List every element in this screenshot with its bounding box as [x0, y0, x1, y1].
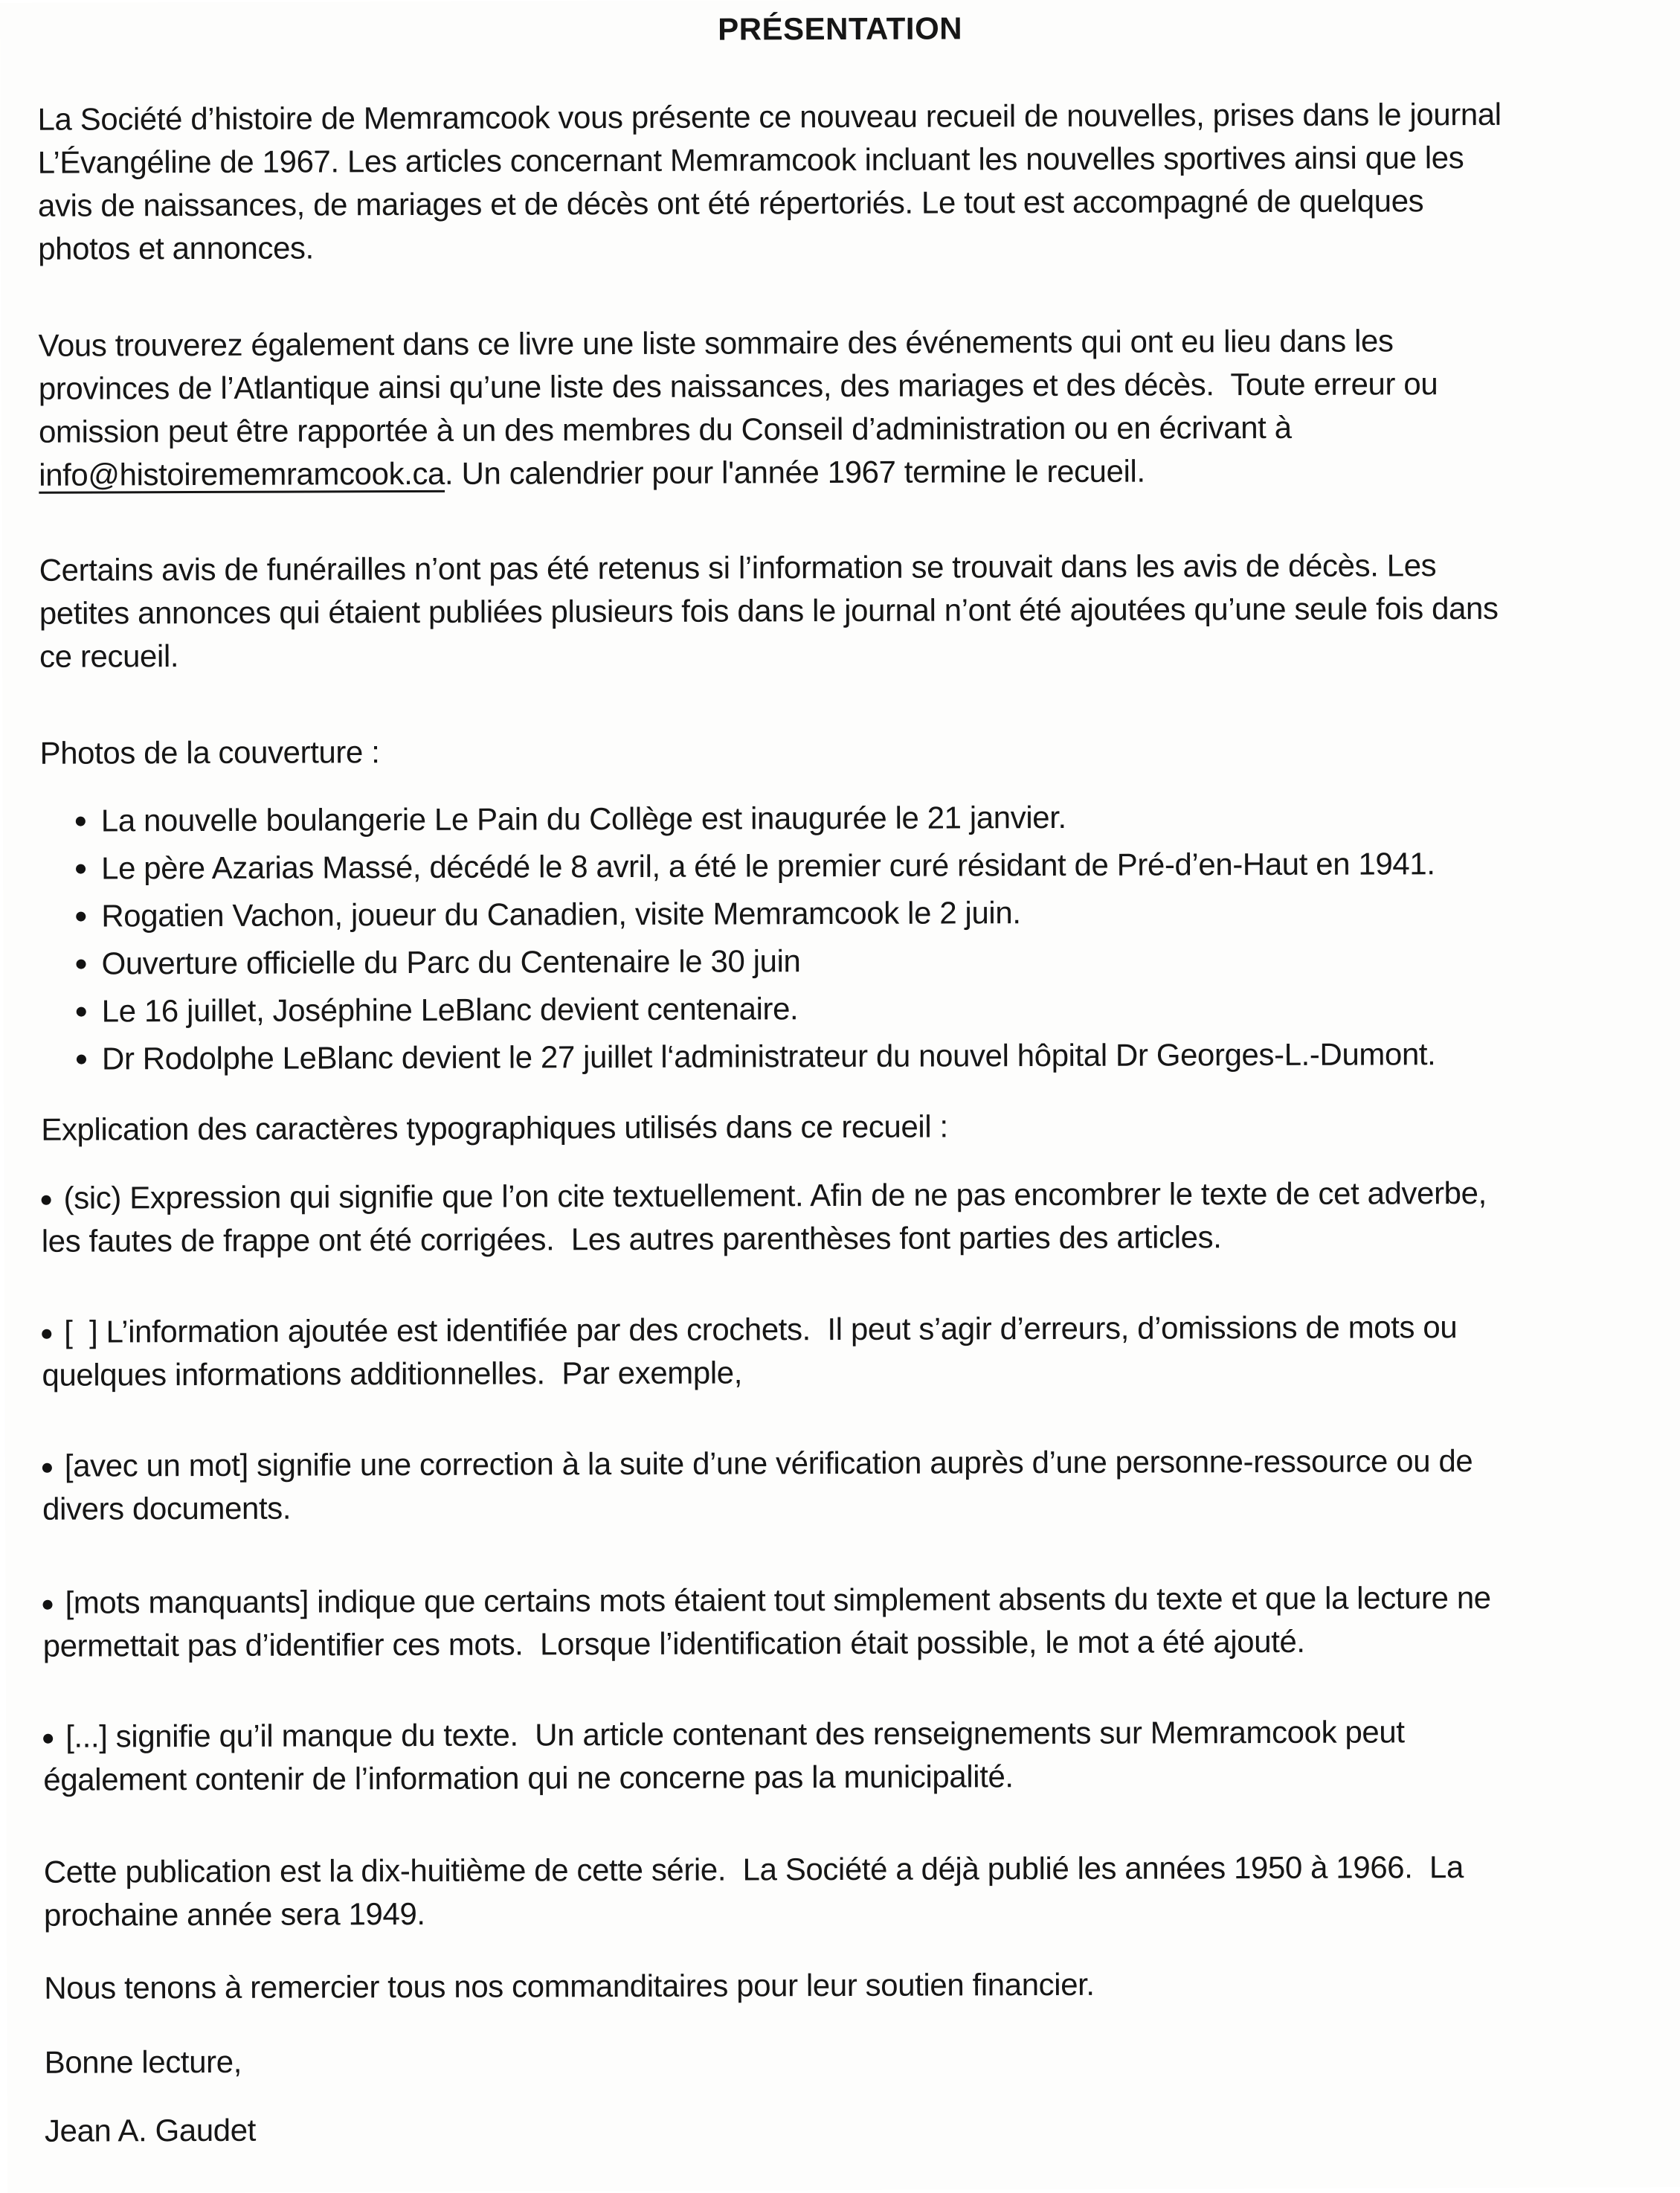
bullet-icon	[42, 1463, 52, 1473]
list-item	[40, 839, 1646, 893]
typography-note-missing-words	[42, 1576, 1648, 1668]
text-line	[39, 448, 1644, 497]
text-line	[42, 1305, 1647, 1354]
cover-photos-list	[40, 792, 1647, 1083]
bullet-icon	[76, 912, 86, 922]
list-item	[41, 982, 1647, 1036]
list-item	[40, 887, 1646, 940]
list-item-text: Dr Rodolphe LeBlanc devient le 27 juillet l‘administrateur du nouvel hôpital Dr Georges-L.-Dumont.	[101, 1036, 1436, 1076]
bullet-icon	[76, 864, 86, 874]
bullet-icon	[42, 1195, 51, 1205]
bullet-icon	[42, 1329, 51, 1339]
list-item	[40, 792, 1646, 845]
typography-note-sic	[42, 1171, 1647, 1263]
series-paragraph	[44, 1845, 1650, 1937]
email-link: info@histoirememramcook.ca	[39, 455, 445, 492]
text-line: prochaine année sera 1949.	[43, 1895, 425, 1933]
email-suffix-text: . Un calendrier pour l'année 1967 termine le recueil.	[444, 453, 1145, 491]
bullet-icon	[76, 960, 86, 969]
text-line: quelques informations additionnelles. Par exemple,	[42, 1355, 743, 1393]
text-line	[42, 1171, 1647, 1220]
typography-note-correction	[42, 1439, 1648, 1531]
text-line: L’Évangéline de 1967. Les articles concernant Memramcook incluant les nouvelles sportives ainsi que les	[37, 140, 1464, 180]
typography-note-ellipsis	[43, 1709, 1649, 1802]
bullet-icon	[76, 817, 86, 826]
text-line: également contenir de l’information qui ne concerne pas la municipalité.	[43, 1759, 1014, 1797]
events-paragraph	[39, 318, 1645, 497]
text-line: Cette publication est la dix-huitième de cette série. La Société a déjà publié les années 1950 à 1966. La	[43, 1849, 1464, 1889]
list-item-text: Le 16 juillet, Joséphine LeBlanc devient centenaire.	[101, 991, 799, 1029]
salutation-text: Bonne lecture,	[44, 2043, 242, 2080]
bullet-icon	[77, 1055, 86, 1065]
list-item	[41, 1030, 1647, 1083]
bullet-icon	[43, 1734, 53, 1744]
text-line: ce recueil.	[39, 638, 179, 674]
text-line: petites annonces qui étaient publiées plusieurs fois dans le journal n’ont été ajoutées qu’une seule fois dans	[39, 590, 1499, 631]
bullet-icon	[77, 1007, 86, 1017]
thanks-paragraph: Nous tenons à remercier tous nos commanditaires pour leur soutien financier.	[44, 1966, 1095, 2006]
intro-paragraph	[37, 92, 1644, 271]
typography-note-brackets	[42, 1305, 1647, 1397]
funerals-paragraph	[39, 543, 1646, 678]
text-line	[42, 1576, 1648, 1625]
text-line: divers documents.	[42, 1490, 292, 1526]
text-line: les fautes de frappe ont été corrigées. Les autres parenthèses font parties des articles.	[41, 1219, 1222, 1259]
list-item-text: Le père Azarias Massé, décédé le 8 avril, a été le premier curé résidant de Pré-d’en-Haut en 1941.	[100, 846, 1435, 886]
list-item	[40, 934, 1646, 988]
list-item-text: La nouvelle boulangerie Le Pain du Collège est inaugurée le 21 janvier.	[100, 799, 1066, 838]
text-line: Certains avis de funérailles n’ont pas été retenus si l’information se trouvait dans les avis de décès. Les	[39, 548, 1437, 588]
photos-heading: Photos de la couverture :	[39, 734, 380, 771]
text-line: avis de naissances, de mariages et de décès ont été répertoriés. Le tout est accompagné de quelques	[37, 183, 1424, 223]
text-line: La Société d’histoire de Memramcook vous présente ce nouveau recueil de nouvelles, prises dans le journal	[37, 96, 1502, 137]
page-title: PRÉSENTATION	[718, 10, 963, 47]
note-text: [...] signifie qu’il manque du texte. Un article contenant des renseignements sur Memramcook peut	[65, 1714, 1405, 1754]
text-line: omission peut être rapportée à un des membres du Conseil d’administration ou en écrivant à	[38, 409, 1292, 449]
text-line: photos et annonces.	[38, 230, 314, 266]
text-line: Vous trouverez également dans ce livre une liste sommaire des événements qui ont eu lieu dans les	[38, 323, 1394, 363]
note-text: [mots manquants] indique que certains mots étaient tout simplement absents du texte et que la lecture ne	[65, 1579, 1491, 1620]
text-line	[42, 1439, 1648, 1488]
note-text: (sic) Expression qui signifie que l’on cite textuellement. Afin de ne pas encombrer le texte de cet adverbe,	[63, 1175, 1487, 1216]
note-text: [ ] L’information ajoutée est identifiée par des crochets. Il peut s’agir d’erreurs, d’omissions de mots ou	[64, 1309, 1458, 1349]
text-line	[43, 1709, 1649, 1759]
signature-text: Jean A. Gaudet	[44, 2112, 257, 2148]
bullet-icon	[43, 1600, 53, 1610]
list-item-text: Rogatien Vachon, joueur du Canadien, visite Memramcook le 2 juin.	[101, 895, 1021, 934]
note-text: [avec un mot] signifie une correction à la suite d’une vérification auprès d’une personne-ressource ou de	[64, 1443, 1473, 1483]
list-item-text: Ouverture officielle du Parc du Centenaire le 30 juin	[101, 943, 801, 981]
text-line: provinces de l’Atlantique ainsi qu’une liste des naissances, des mariages et des décès. Toute erreur ou	[38, 366, 1438, 406]
typography-heading: Explication des caractères typographiques utilisés dans ce recueil :	[41, 1108, 948, 1147]
text-line: permettait pas d’identifier ces mots. Lorsque l’identification était possible, le mot a été ajouté.	[42, 1623, 1305, 1663]
